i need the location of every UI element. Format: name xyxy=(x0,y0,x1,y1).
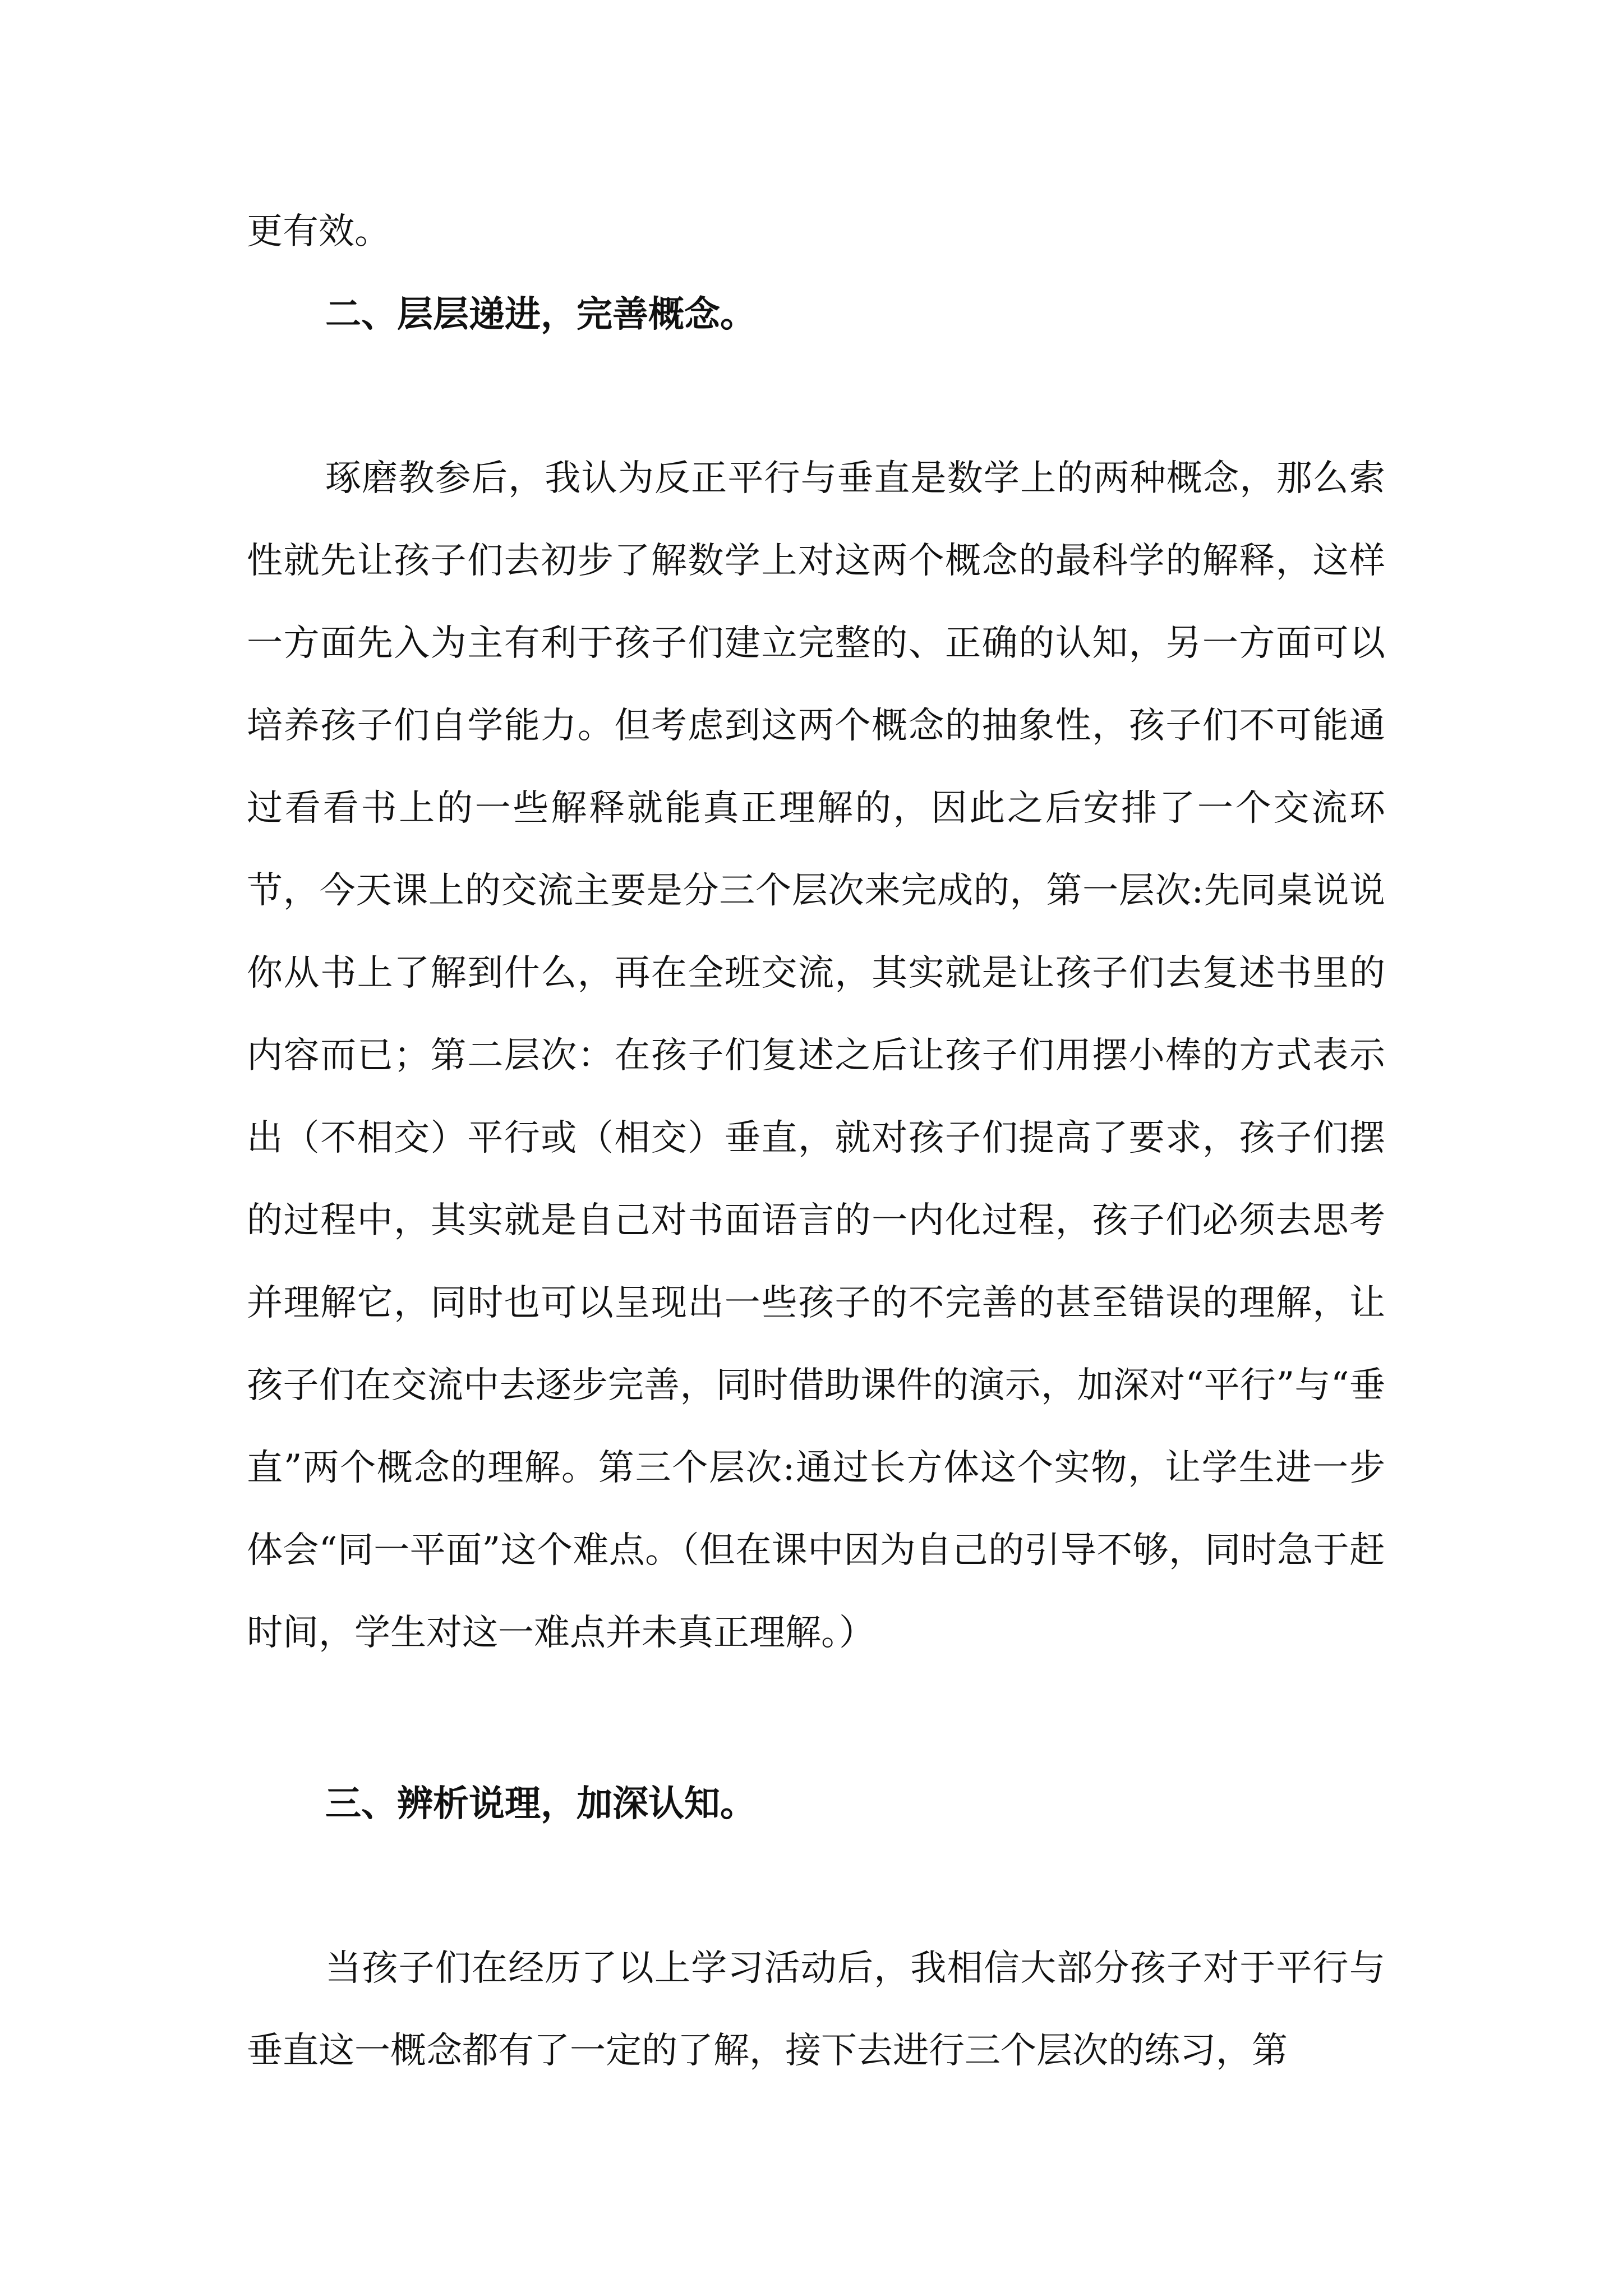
heading-text: 二、层层递进，完善概念。 xyxy=(325,293,756,335)
section-heading-2 xyxy=(247,273,1385,356)
paragraph-text: 当孩子们在经历了以上学习活动后，我相信大部分孩子对于平行与垂直这一概念都有了一定的了解，接下去进行三个层次的练习，第 xyxy=(247,1948,1385,2072)
paragraph-text: 更有效。 xyxy=(247,211,390,252)
section-heading-3 xyxy=(247,1763,1385,1845)
section-3-paragraph xyxy=(247,1927,1385,2092)
heading-text: 三、辨析说理，加深认知。 xyxy=(325,1783,756,1825)
continued-paragraph xyxy=(247,191,1385,273)
section-2-paragraph xyxy=(247,438,1385,1674)
paragraph-text: 琢磨教参后，我认为反正平行与垂直是数学上的两种概念，那么索性就先让孩子们去初步了解数学上对这两个概念的最科学的解释，这样一方面先入为主有利于孩子们建立完整的、正确的认知，另一方面可以培养孩子们自学能力。但考虑到这两个概念的抽象性，孩子们不可能通过看看书上的一些解释就能真正理解的，因此之后安排了一个交流环节，今天课上的交流主要是分三个层次来完成的，第一层次:先同桌说说你从书上了解到什么，再在全班交流，其实就是让孩子们去复述书里的内容而已；第二层次：在孩子们复述之后让孩子们用摆小棒的方式表示出（不相交）平行或（相交）垂直，就对孩子们提高了要求，孩子们摆的过程中，其实就是自己对书面语言的一内化过程，孩子们必须去思考并理解它，同时也可以呈现出一些孩子的不完善的甚至错误的理解，让孩子们在交流中去逐步完善，同时借助课件的演示，加深对“平行”与“垂直”两个概念的理解。第三个层次:通过长方体这个实物，让学生进一步体会“同一平面”这个难点。（但在课中因为自己的引导不够，同时急于赶时间，学生对这一难点并未真正理解。） xyxy=(247,458,1385,1654)
